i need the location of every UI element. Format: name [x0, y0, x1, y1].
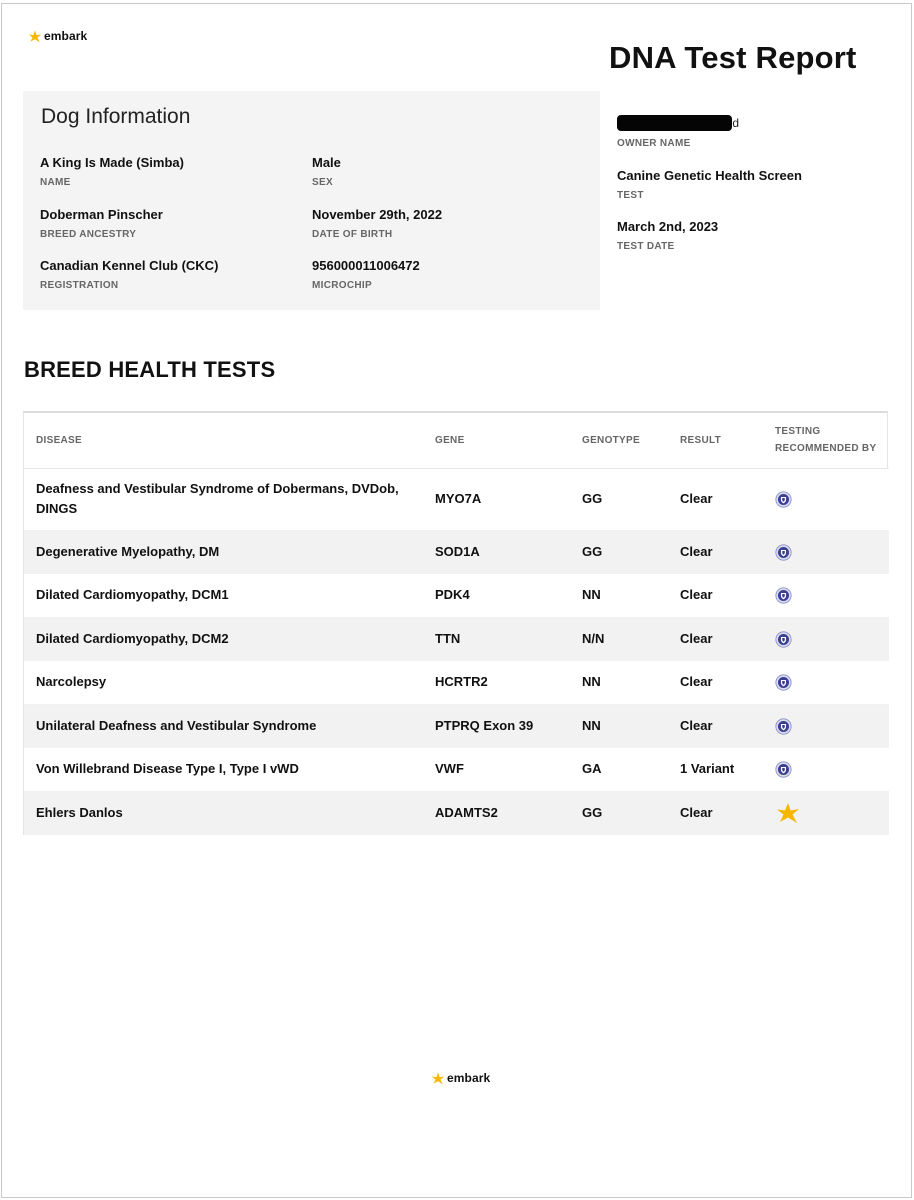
gene-cell: VWF	[423, 748, 570, 792]
column-header-recommended-line1: TESTING	[775, 426, 821, 438]
table-row	[24, 574, 889, 618]
breed-health-tests-table	[23, 411, 888, 835]
table-row	[24, 530, 889, 574]
breed-ancestry-value: Doberman Pinscher	[40, 207, 163, 222]
result-cell: Clear	[668, 574, 763, 618]
owner-name-suffix: d	[732, 116, 739, 130]
owner-name-field	[617, 115, 739, 149]
disease-cell: Unilateral Deafness and Vestibular Syndrome	[24, 704, 423, 748]
disease-cell: Deafness and Vestibular Syndrome of Dobermans, DVDob, DINGS	[24, 468, 423, 530]
result-cell: Clear	[668, 617, 763, 661]
embark-logo	[27, 28, 87, 44]
table-row	[24, 661, 889, 705]
breed-ancestry-label: BREED ANCESTRY	[40, 229, 137, 240]
dog-name-label: NAME	[40, 177, 71, 188]
date-of-birth-field	[312, 207, 442, 240]
sex-label: SEX	[312, 177, 333, 188]
recommended-by-cell	[763, 530, 889, 574]
result-cell: Clear	[668, 468, 763, 530]
recommended-by-cell	[763, 574, 889, 618]
embark-star-icon	[27, 28, 43, 44]
microchip-label: MICROCHIP	[312, 280, 372, 291]
gene-cell: ADAMTS2	[423, 791, 570, 835]
table-row	[24, 791, 889, 835]
breed-club-seal-icon	[775, 718, 792, 735]
microchip-field	[312, 258, 420, 291]
footer-embark-logo	[430, 1070, 490, 1086]
genotype-cell: GG	[570, 530, 668, 574]
disease-cell: Ehlers Danlos	[24, 791, 423, 835]
genotype-cell: N/N	[570, 617, 668, 661]
sex-value: Male	[312, 155, 341, 170]
recommended-by-cell	[763, 791, 889, 835]
page-title: DNA Test Report	[609, 40, 857, 75]
column-header-gene: GENE	[423, 413, 570, 468]
breed-club-seal-icon	[775, 544, 792, 561]
gene-cell: TTN	[423, 617, 570, 661]
disease-cell: Narcolepsy	[24, 661, 423, 705]
registration-value: Canadian Kennel Club (CKC)	[40, 258, 219, 273]
recommended-by-cell	[763, 704, 889, 748]
recommended-by-cell	[763, 661, 889, 705]
result-cell: Clear	[668, 791, 763, 835]
gene-cell: HCRTR2	[423, 661, 570, 705]
table-row	[24, 748, 889, 792]
date-of-birth-value: November 29th, 2022	[312, 207, 443, 222]
breed-club-seal-icon	[775, 491, 792, 508]
breed-club-seal-icon	[775, 631, 792, 648]
breed-club-seal-icon	[775, 587, 792, 604]
column-header-disease: DISEASE	[24, 413, 423, 468]
test-date-label: TEST DATE	[617, 241, 675, 252]
breed-ancestry-field	[40, 207, 163, 240]
microchip-value: 956000011006472	[312, 258, 420, 273]
breed-club-seal-icon	[775, 761, 792, 778]
breed-club-seal-icon	[775, 674, 792, 691]
date-of-birth-label: DATE OF BIRTH	[312, 229, 393, 240]
result-cell: 1 Variant	[668, 748, 763, 792]
table-row	[24, 704, 889, 748]
column-header-result: RESULT	[668, 413, 763, 468]
genotype-cell: GA	[570, 748, 668, 792]
gene-cell: MYO7A	[423, 468, 570, 530]
test-field	[617, 168, 802, 201]
column-header-testing-recommended-by	[763, 413, 889, 468]
dog-name-field	[40, 155, 184, 188]
registration-field	[40, 258, 218, 291]
table-row	[24, 617, 889, 661]
genotype-cell: NN	[570, 704, 668, 748]
recommended-by-cell	[763, 617, 889, 661]
disease-cell: Dilated Cardiomyopathy, DCM1	[24, 574, 423, 618]
gene-cell: SOD1A	[423, 530, 570, 574]
redacted-owner-name	[617, 115, 739, 131]
disease-cell: Degenerative Myelopathy, DM	[24, 530, 423, 574]
dog-name-value: A King Is Made (Simba)	[40, 155, 184, 170]
test-date-value: March 2nd, 2023	[617, 219, 719, 234]
owner-name-label: OWNER NAME	[617, 138, 691, 149]
genotype-cell: GG	[570, 791, 668, 835]
dog-information-title: Dog Information	[41, 105, 191, 128]
result-cell: Clear	[668, 530, 763, 574]
embark-logo-text: embark	[44, 29, 88, 43]
dog-information-card	[23, 91, 600, 310]
genotype-cell: NN	[570, 661, 668, 705]
registration-label: REGISTRATION	[40, 280, 119, 291]
gene-cell: PDK4	[423, 574, 570, 618]
column-header-recommended-line2: RECOMMENDED BY	[775, 443, 877, 455]
genotype-cell: GG	[570, 468, 668, 530]
table-header-row	[24, 413, 889, 468]
test-date-field	[617, 219, 718, 252]
gene-cell: PTPRQ Exon 39	[423, 704, 570, 748]
embark-star-icon	[430, 1070, 446, 1086]
test-label: TEST	[617, 190, 644, 201]
footer-embark-logo-text: embark	[447, 1071, 491, 1085]
recommended-by-cell	[763, 748, 889, 792]
test-value: Canine Genetic Health Screen	[617, 168, 802, 183]
table-row	[24, 468, 889, 530]
result-cell: Clear	[668, 661, 763, 705]
embark-star-icon	[775, 801, 801, 825]
sex-field	[312, 155, 341, 188]
genotype-cell: NN	[570, 574, 668, 618]
breed-health-tests-title: BREED HEALTH TESTS	[24, 357, 276, 382]
disease-cell: Von Willebrand Disease Type I, Type I vWD	[24, 748, 423, 792]
recommended-by-cell	[763, 468, 889, 530]
result-cell: Clear	[668, 704, 763, 748]
disease-cell: Dilated Cardiomyopathy, DCM2	[24, 617, 423, 661]
column-header-genotype: GENOTYPE	[570, 413, 668, 468]
